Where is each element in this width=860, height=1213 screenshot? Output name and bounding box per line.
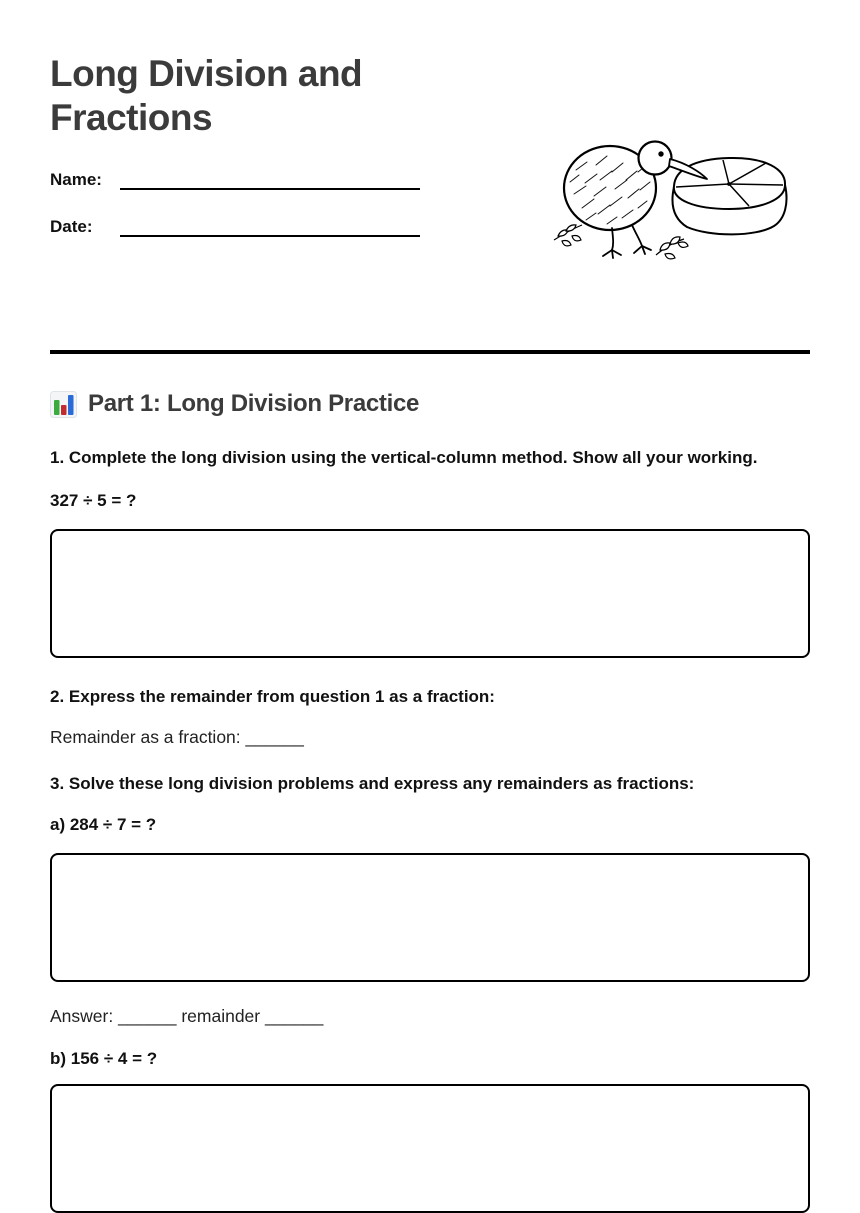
question-3-prompt: 3. Solve these long division problems and express any remainders as fractions: — [50, 773, 695, 793]
part1-heading — [50, 390, 810, 419]
question-3b-problem: b) 156 ÷ 4 = ? — [50, 1048, 158, 1068]
part1-heading-label: Part 1: Long Division Practice — [88, 390, 420, 418]
question-3a-answer-line: Answer: ______ remainder ______ — [50, 1005, 324, 1026]
name-input-line[interactable] — [120, 170, 420, 190]
question-3a-problem: a) 284 ÷ 7 = ? — [50, 814, 157, 834]
name-label: Name: — [50, 169, 102, 189]
question-1-prompt: 1. Complete the long division using the vertical-column method. Show all your working. — [50, 447, 758, 467]
question-1-problem: 327 ÷ 5 = ? — [50, 490, 137, 510]
page-title: Long Division and Fractions — [50, 53, 363, 139]
question-2-answer-line: Remainder as a fraction: ______ — [50, 726, 304, 747]
leaf-sprig-left — [554, 225, 582, 246]
kiwi-and-fraction-pie-illustration — [552, 128, 790, 260]
bar-chart-icon — [50, 391, 77, 418]
work-box-question-3a[interactable] — [50, 853, 810, 982]
work-box-question-3b[interactable] — [50, 1084, 810, 1213]
date-label: Date: — [50, 216, 93, 236]
question-2-prompt: 2. Express the remainder from question 1 as a fraction: — [50, 686, 495, 706]
leaf-sprig-center — [656, 237, 688, 259]
date-input-line[interactable] — [120, 217, 420, 237]
section-divider — [50, 350, 810, 354]
work-box-question-1[interactable] — [50, 529, 810, 658]
kiwi-eye — [658, 151, 663, 156]
